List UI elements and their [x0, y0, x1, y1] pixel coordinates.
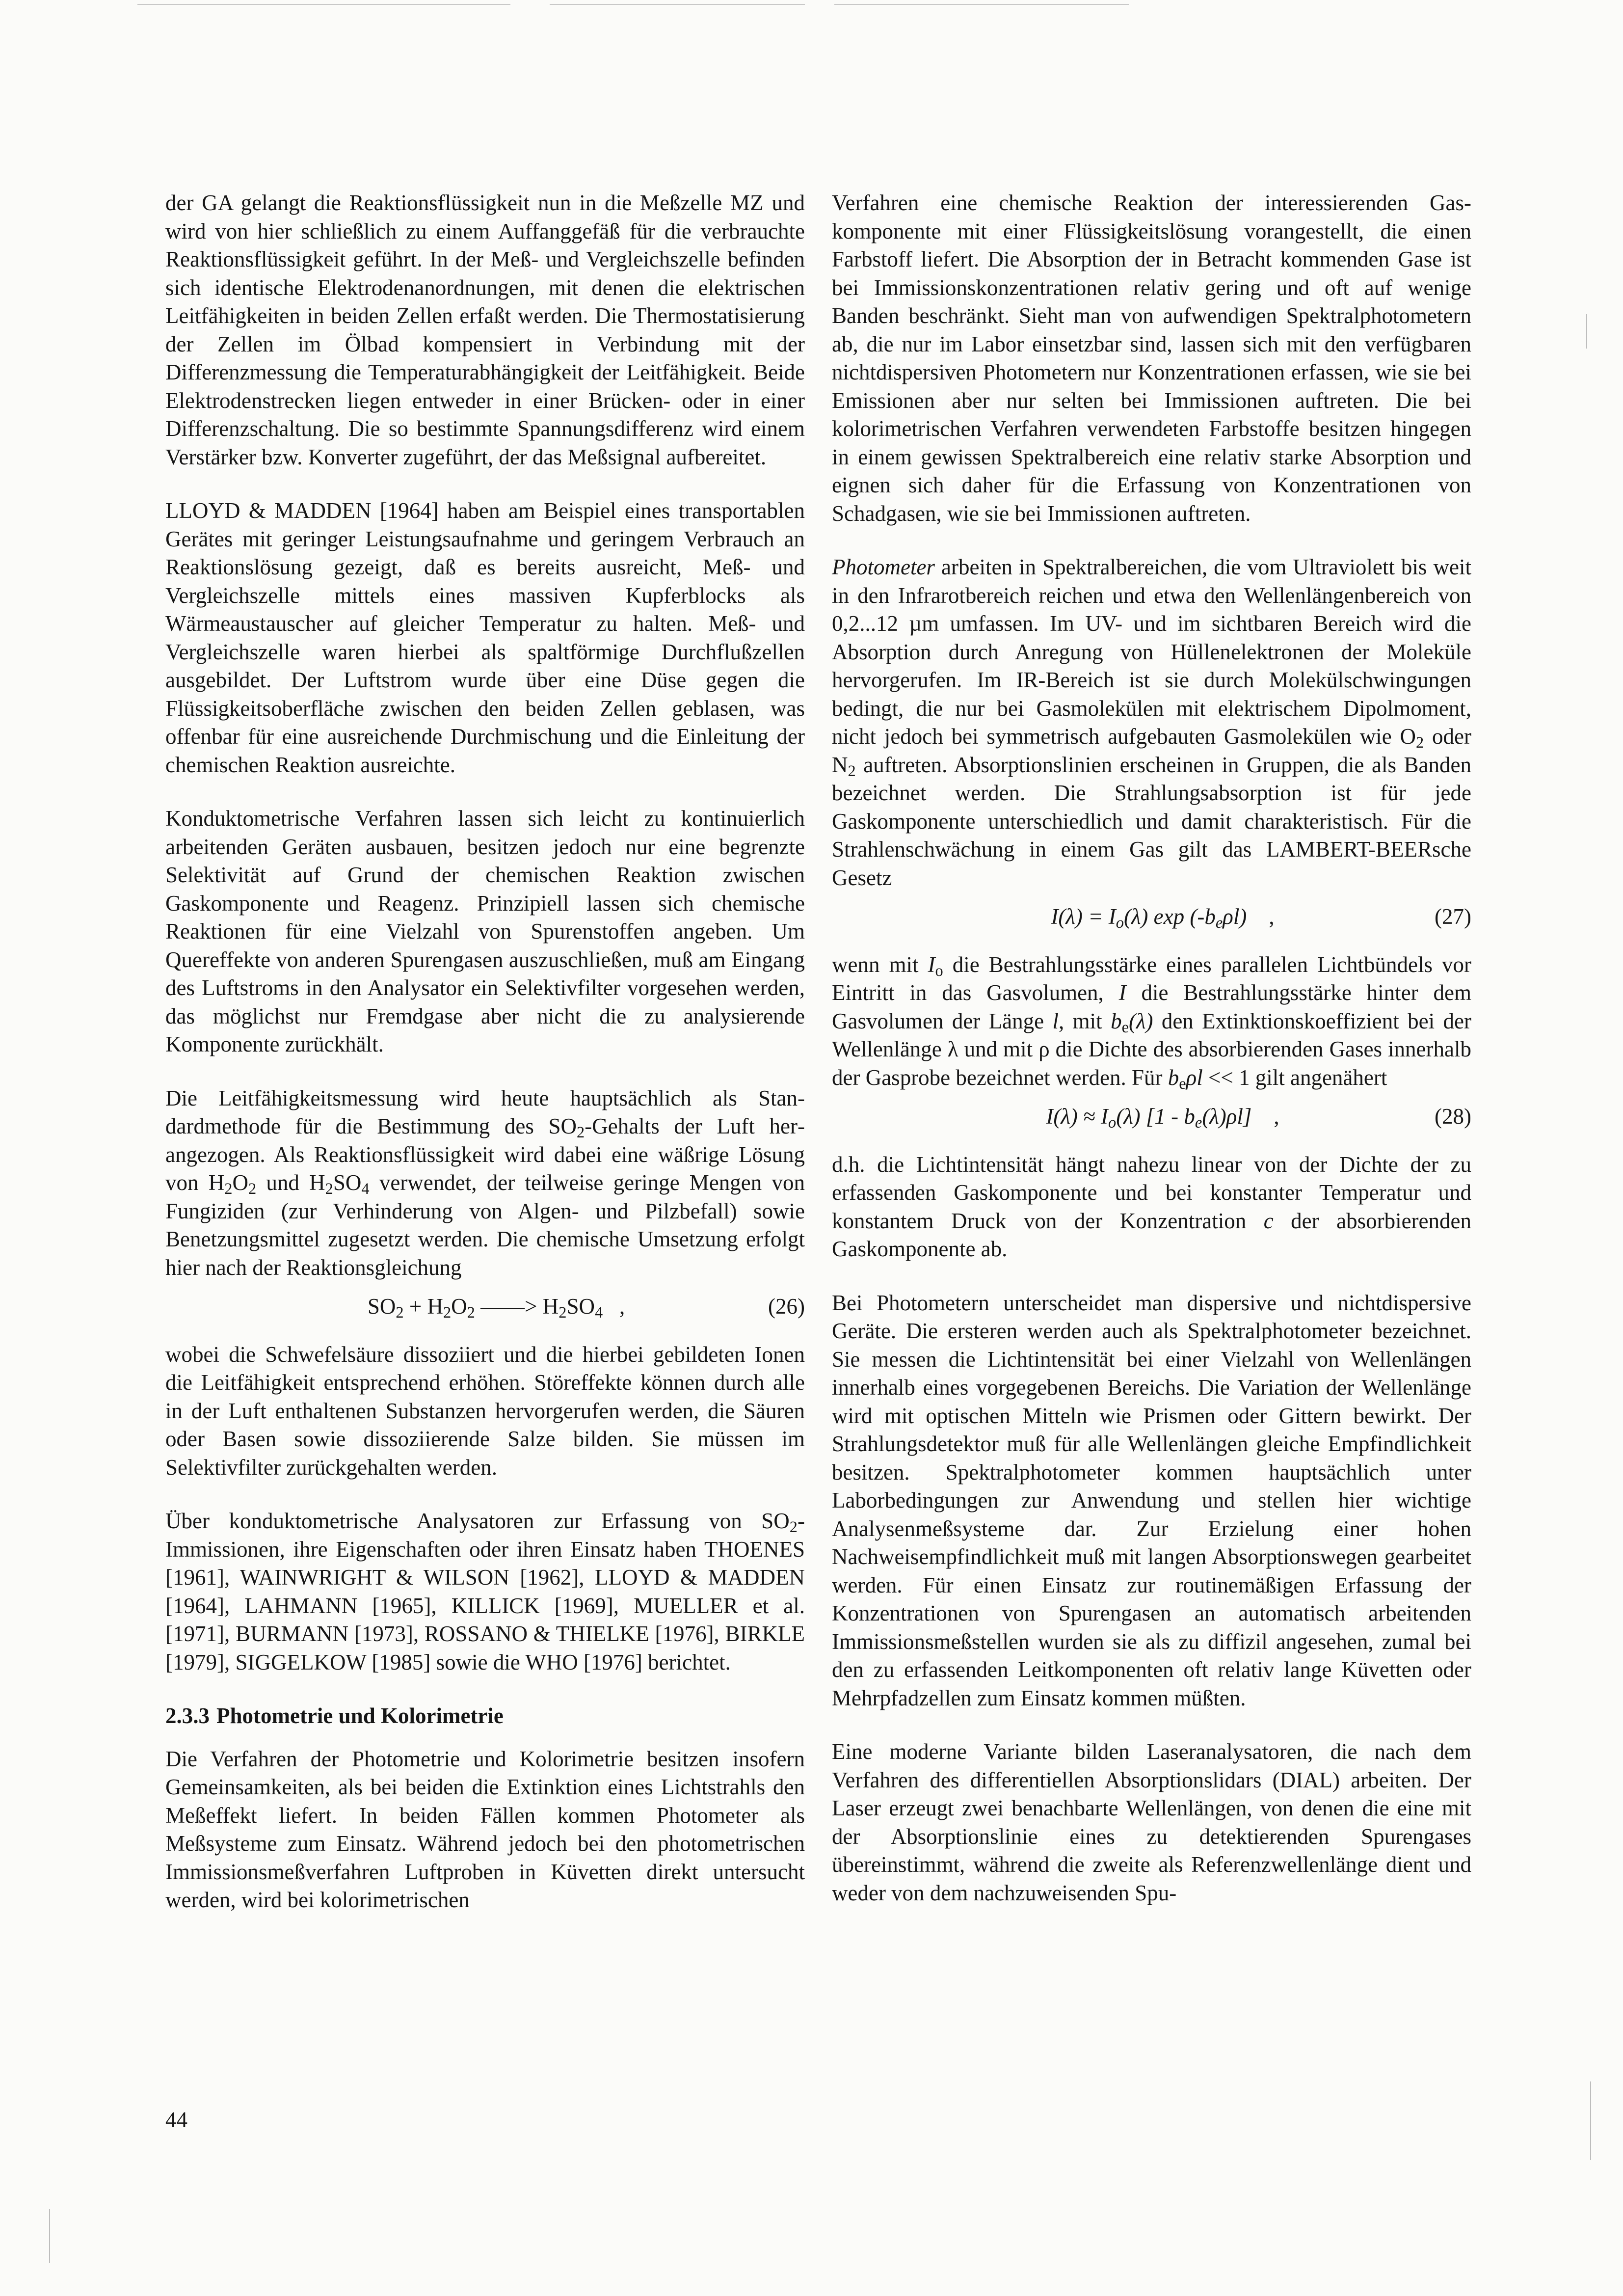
paragraph: Verfahren eine chemische Reaktion der interessierenden Gaskomponente mit einer Flüssigkeitslösung vorangestellt, die einen Farbstoff liefert. Die Absorption der in Betracht kommenden Gase ist bei Immissionskonzentrationen relativ gering und oft auf wenige Banden beschränkt. Sieht man von aufwendigen Spektralphotometern ab, die nur im Labor einsetzbar sind, lassen sich mit den verfügbaren nichtdispersiven Photometern nur Konzentrationen erfassen, wie sie bei Emissionen aber nur selten bei Immissionen auftreten. Die bei kolorimetrischen Verfahren verwendeten Farbstoffe besitzen hingegen in einem gewissen Spektralbereich eine relativ starke Absorption und eignen sich daher für die Erfassung von Konzentrationen von Schadgasen, wie sie bei Immissionen auftreten. [832, 190, 1471, 526]
equation-body: $I(\lambda) \approx I_o(\lambda)$ $[1 - b_e(\lambda)\rho l]$ , [1046, 1104, 1279, 1132]
paragraph: der GA gelangt die Reaktionsflüssigkeit nun in die Meßzelle MZ und wird von hier schließlich zu einem Auffanggefäß für die verbrauchte Reaktionsflüssigkeit geführt. In der Meß- und Vergleichszelle befinden sich identische Elektrodenanordnungen, mit denen die elektrischen Leitfähigkeiten in beiden Zellen erfaßt werden. Die Thermostatisierung der Zellen im Ölbad kompensiert in Verbindung mit der Differenzmessung die Temperaturabhängigkeit der Leitfähigkeit. Beide Elektrodenstrecken liegen entweder in einer Brücken- oder in einer Differenzschaltung. Die so bestimmte Spannungsdifferenz wird einem Verstärker bzw. Konverter zugeführt, der das Meßsignal aufbereitet. [165, 190, 805, 469]
paragraph: wenn mit $I_o$ die Bestrahlungsstärke eines parallelen Lichtbündels vor Eintritt in das Gasvolumen, I die Bestrahlungsstärke hinter dem Gasvolumen der Länge l, mit $b_e(\lambda)$ den Extinktionskoeffizient bei der Wellenlänge λ und mit ρ die Dichte des absorbierenden Gases innerhalb der Gasprobe bezeichnet werden. Für $b_e\rho l << 1$ gilt angenähert [832, 952, 1471, 1093]
paragraph: Konduktometrische Verfahren lassen sich leicht zu kontinuierlich arbeitenden Geräten ausbauen, besitzen jedoch nur eine begrenzte Selektivität auf Grund der chemischen Reaktion zwischen Gaskomponente und Reagenz. Prinzipiell lassen sich chemische Reaktionen für eine Vielzahl von Spurenstoffen angeben. Um Quereffekte von anderen Spurengasen auszuschließen, muß am Eingang des Luftstroms in den Analysator ein Selektivfilter vorgesehen werden, das möglichst nur Fremdgase aber nicht die zu analysierende Komponente zurückhält. [165, 806, 805, 1056]
scan-artifact-edge [1586, 314, 1587, 349]
page-number: 44 [165, 2107, 187, 2132]
section-title: Photometrie und Kolorimetrie [216, 1703, 504, 1728]
paragraph: Photometer arbeiten in Spektralbereichen, die vom Ultraviolett bis weit in den Infrarotbereich reichen und etwa den Wellenlängenbereich von 0,2...12 µm umfassen. Im UV- und im sichtbaren Bereich wird die Absorption durch Anregung von Hüllenelektronen der Moleküle hervorgerufen. Im IR-Bereich ist sie durch Molekülschwingungen bedingt, die nur bei Gasmolekülen mit elektrischem Dipolmoment, nicht jedoch bei symmetrisch aufgebauten Gasmolekülen wie $O_2$ oder $N_2$ auftreten. Absorptionslinien erscheinen in Gruppen, die als Banden bezeichnet werden. Die Strahlungsabsorption ist für jede Gaskomponente unterschiedlich und damit charakteristisch. Für die Strahlenschwächung in einem Gas gilt das LAMBERT-BEERsche Gesetz [832, 555, 1471, 890]
paragraph: Die Leitfähigkeitsmessung wird heute hauptsächlich als Standardmethode für die Bestimmung des $SO_2$-Gehalts der Luft herangezogen. Als Reaktionsflüssigkeit wird dabei eine wäßrige Lösung von $H_2O_2$ und $H_2SO_4$ verwendet, der teilweise geringe Mengen von Fungiziden (zur Verhinderung von Algen- und Pilzbefall) sowie Benetzungsmittel zugesetzt werden. Die chemische Umsetzung erfolgt hier nach der Reaktionsgleichung [165, 1085, 805, 1280]
scan-artifact-edge [1590, 2081, 1591, 2160]
equation-number: (27) [1435, 904, 1471, 929]
equation-body: $I(\lambda) = I_o(\lambda)$ $\exp (-b_e\rho l)$ , [1051, 904, 1275, 932]
section-heading [165, 1702, 805, 1730]
term-photometer: Photometer [832, 555, 935, 579]
left-column [165, 189, 805, 1940]
equation-number: (28) [1435, 1104, 1471, 1129]
equation-number: (26) [768, 1294, 805, 1319]
paragraph: Eine moderne Variante bilden Laseranalysatoren, die nach dem Verfahren des differentiellen Absorptionslidars (DIAL) arbeiten. Der Laser erzeugt zwei benachbarte Wellenlängen, von denen die eine mit der Absorptionslinie eines zu detektierenden Spurengases übereinstimmt, während die zweite als Referenzwellenlänge dient und weder von dem nachzuweisenden Spu- [832, 1739, 1471, 1905]
right-column [832, 189, 1471, 1933]
equation-26 [165, 1293, 805, 1321]
equation-28 [832, 1103, 1471, 1131]
equation-27 [832, 903, 1471, 931]
paragraph: Die Verfahren der Photometrie und Kolorimetrie besitzen insofern Gemeinsamkeiten, als bei beiden die Extinktion eines Lichtstrahls den Meßeffekt liefert. In beiden Fällen kommen Photometer als Meßsysteme zum Einsatz. Während jedoch bei den photometrischen Immissionsmeßverfahren Luftproben in Küvetten direkt untersucht werden, wird bei kolorimetrischen [165, 1746, 805, 1912]
section-number: 2.3.3 [165, 1703, 210, 1728]
scan-artifact-edge [49, 2209, 50, 2263]
paragraph: wobei die Schwefelsäure dissoziiert und die hierbei gebildeten Ionen die Leitfähigkeit entsprechend erhöhen. Störeffekte können durch alle in der Luft enthaltenen Substanzen hervorgerufen werden, die Säuren oder Basen sowie dissoziierende Salze bilden. Sie müssen im Selektivfilter zurückgehalten werden. [165, 1342, 805, 1480]
paragraph: d.h. die Lichtintensität hängt nahezu linear von der Dichte der zu erfassenden Gaskomponente und bei konstanter Temperatur und konstantem Druck von der Konzentration c der absorbierenden Gaskomponente ab. [832, 1152, 1471, 1261]
scan-artifact-top [550, 4, 805, 5]
scan-artifact-top [834, 4, 1129, 5]
paragraph: Bei Photometern unterscheidet man dispersive und nichtdispersive Geräte. Die ersteren werden auch als Spektralphotometer bezeichnet. Sie messen die Lichtintensität bei einer Vielzahl von Wellenlängen innerhalb eines vorgegebenen Bereichs. Die Variation der Wellenlänge wird mit optischen Mitteln wie Prismen oder Gittern bewirkt. Der Strahlungsdetektor muß für alle Wellenlängen gleiche Empfindlichkeit besitzen. Spektralphotometer kommen hauptsächlich unter Laborbedingungen zur Anwendung und stellen hier wichtige Analysenmeßsysteme dar. Zur Erzielung einer hohen Nachweisempfindlichkeit muß mit langen Absorptionswegen gearbeitet werden. Für einen Einsatz zur routinemäßigen Erfassung der Konzentrationen von Spurengasen an automatisch arbeitenden Immissionsmeßstellen wurden sie als zu diffizil angesehen, zumal bei den zu erfassenden Leitkomponenten oft relativ lange Küvetten oder Mehrpfadzellen zum Einsatz kommen müßten. [832, 1290, 1471, 1710]
paragraph: Über konduktometrische Analysatoren zur Erfassung von $SO_2$-Immissionen, ihre Eigenschaften oder ihren Einsatz haben THOENES [1961], WAINWRIGHT & WILSON [1962], LLOYD & MADDEN [1964], LAHMANN [1965], KILLICK [1969], MUELLER et al. [1971], BURMANN [1973], ROSSANO & THIELKE [1976], BIRKLE [1979], SIGGELKOW [1985] sowie die WHO [1976] berichtet. [165, 1509, 805, 1675]
scan-artifact-top [137, 4, 510, 5]
paragraph: LLOYD & MADDEN [1964] haben am Beispiel eines transportablen Gerätes mit geringer Leistungsaufnahme und geringem Verbrauch an Reaktionslösung gezeigt, daß es bereits ausreicht, Meß- und Vergleichszelle mittels eines massiven Kupferblocks als Wärmeaustauscher auf gleicher Temperatur zu halten. Meß- und Vergleichszelle waren hierbei als spaltförmige Durchflußzellen ausgebildet. Der Luftstrom wurde über eine Düse gegen die Flüssigkeitsoberfläche zwischen den beiden Zellen geblasen, was offenbar für eine ausreichende Durchmischung und die Einleitung der chemischen Reaktion ausreichte. [165, 498, 805, 777]
equation-body: $SO_2 + H_2O_2$ ——> $H_2SO_4$ , [367, 1294, 625, 1322]
